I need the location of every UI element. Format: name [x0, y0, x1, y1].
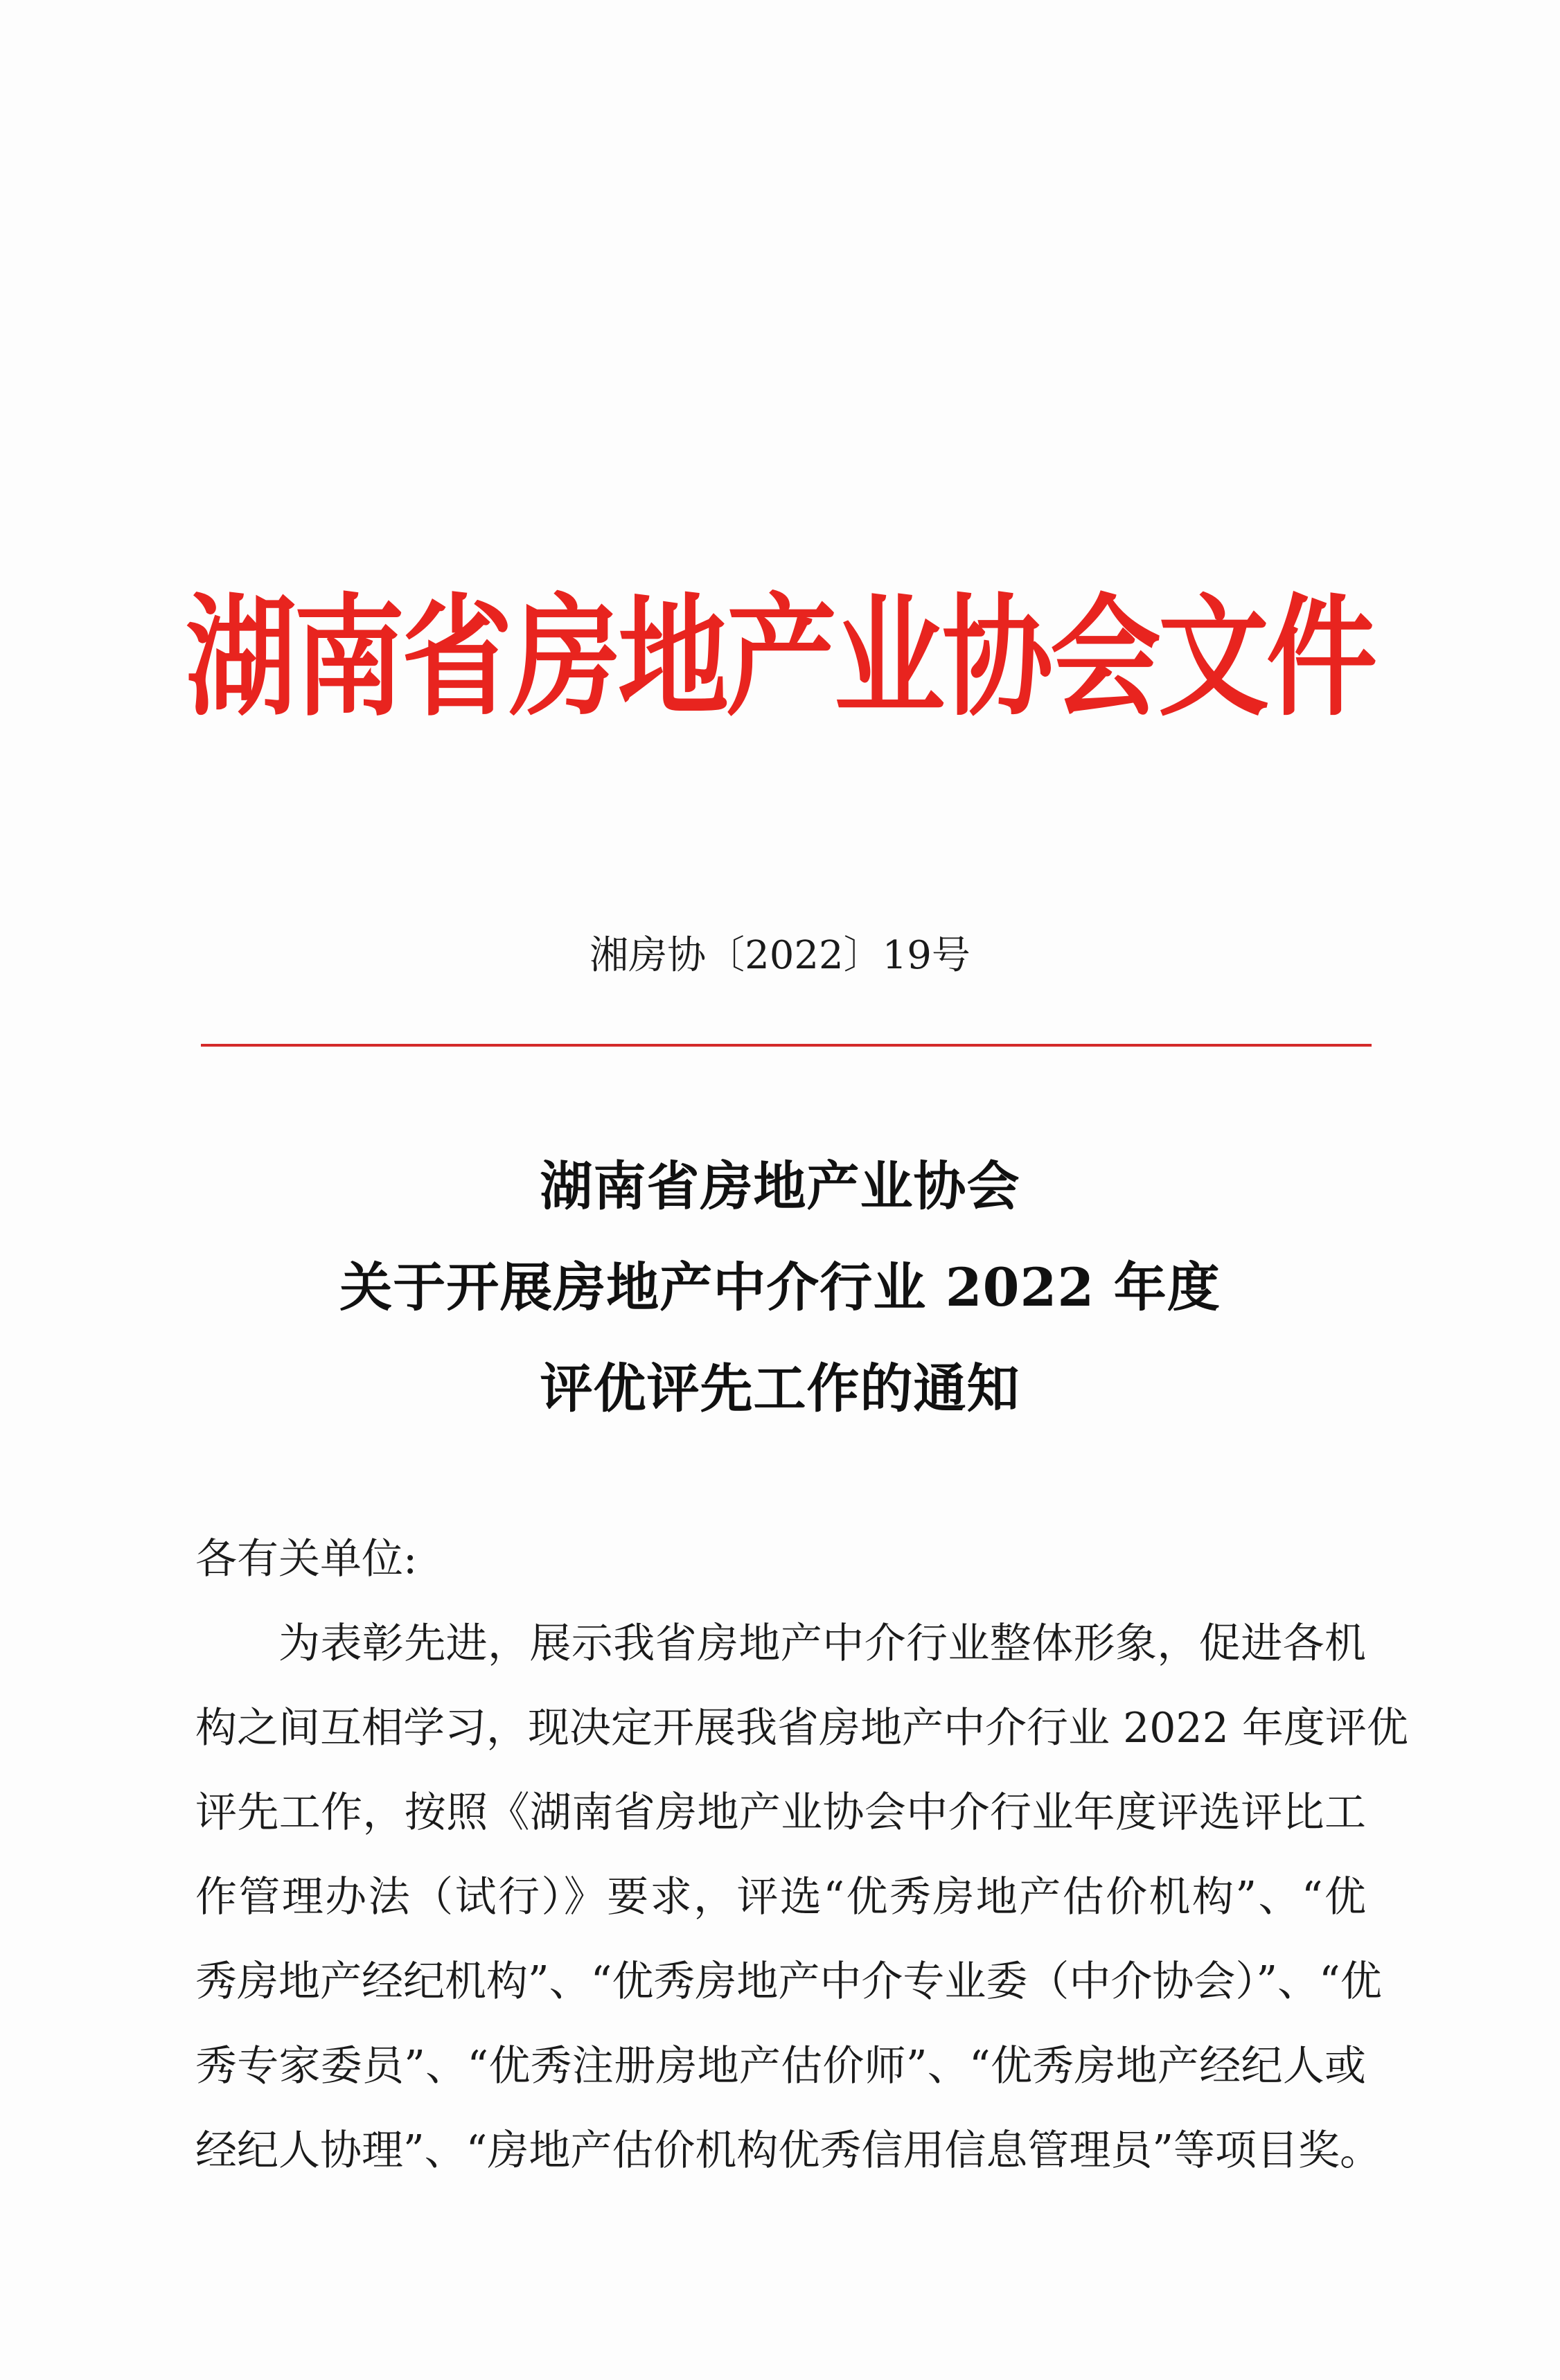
title-line-1: 湖南省房地产业协会: [540, 1155, 1020, 1217]
notice-title: [0, 1136, 1560, 1439]
paragraph-line: 为表彰先进，展示我省房地产中介行业整体形象，促进各机: [278, 1619, 1366, 1668]
paragraph-line: 评先工作，按照《湖南省房地产业协会中介行业年度评选评比工: [195, 1788, 1366, 1837]
masthead-title: 湖南省房地产业协会文件: [185, 580, 1374, 734]
document-number: 湘房协〔2022〕19号: [590, 933, 970, 978]
salutation: 各有关单位:: [195, 1535, 418, 1583]
title-line-3: 评优评先工作的通知: [540, 1358, 1020, 1419]
red-divider-line: [201, 1044, 1372, 1047]
paragraph-line: 秀专家委员”、“优秀注册房地产估价师”、“优秀房地产经纪人或: [195, 2042, 1366, 2090]
notice-body: [195, 1517, 1408, 2193]
paragraph-line: 构之间互相学习，现决定开展我省房地产中介行业 2022 年度评优: [195, 1704, 1408, 1752]
title-line-2: 关于开展房地产中介行业 2022 年度: [339, 1256, 1221, 1318]
paragraph-line: 经纪人协理”、“房地产估价机构优秀信用信息管理员”等项目奖。: [195, 2126, 1382, 2175]
paragraph-line: 作管理办法（试行）》要求，评选“优秀房地产估价机构”、“优: [195, 1873, 1366, 1921]
paragraph-line: 秀房地产经纪机构”、“优秀房地产中介专业委（中介协会）”、“优: [195, 1957, 1382, 2006]
